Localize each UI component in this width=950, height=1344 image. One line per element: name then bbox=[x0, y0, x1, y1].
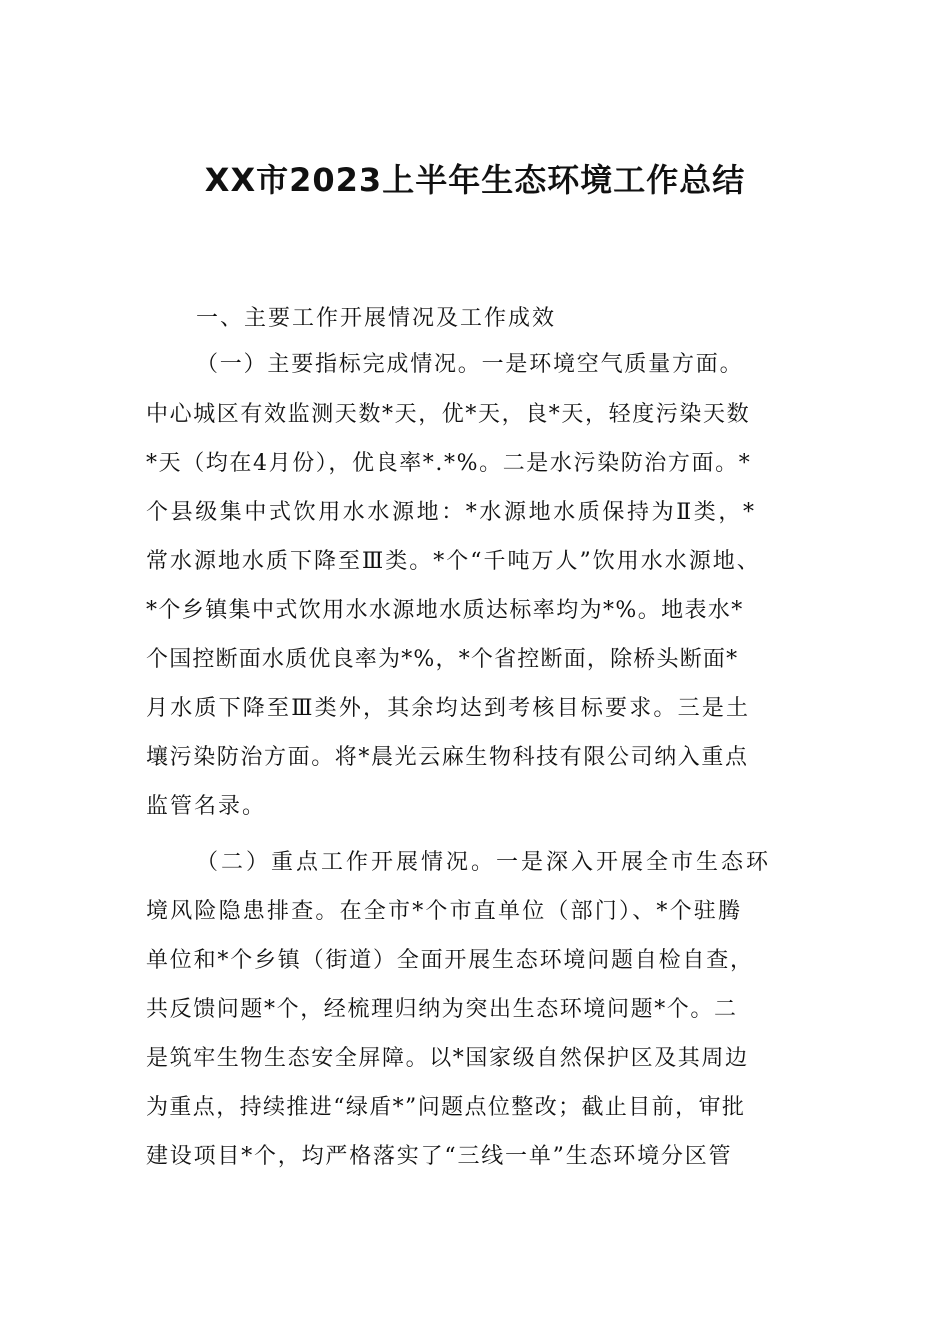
paragraph-2-line-2: 境风险隐患排查。在全市*个市直单位（部门）、*个驻腾 bbox=[146, 899, 743, 924]
paragraph-1-line-9: 壤污染防治方面。将*晨光云麻生物科技有限公司纳入重点 bbox=[146, 745, 749, 770]
paragraph-2-line-6: 为重点，持续推进“绿盾*”问题点位整改；截止目前，审批 bbox=[146, 1095, 746, 1120]
document-title: XX市2023上半年生态环境工作总结 bbox=[204, 161, 746, 199]
paragraph-2-line-3: 单位和*个乡镇（街道）全面开展生态环境问题自检自查， bbox=[146, 948, 754, 973]
paragraph-1-line-7: 个国控断面水质优良率为*%，*个省控断面，除桥头断面* bbox=[146, 647, 739, 672]
paragraph-1-line-5: 常水源地水质下降至Ⅲ类。*个“千吨万人”饮用水水源地、 bbox=[146, 549, 761, 574]
paragraph-1-line-4: 个县级集中式饮用水水源地：*水源地水质保持为Ⅱ类，* bbox=[146, 500, 757, 525]
paragraph-1-line-6: *个乡镇集中式饮用水水源地水质达标率均为*%。地表水* bbox=[146, 598, 744, 623]
paragraph-2-line-4: 共反馈问题*个，经梳理归纳为突出生态环境问题*个。二 bbox=[146, 997, 738, 1022]
paragraph-2-line-7: 建设项目*个，均严格落实了“三线一单”生态环境分区管 bbox=[146, 1144, 733, 1169]
paragraph-2-line-1: （二）重点工作开展情况。一是深入开展全市生态环 bbox=[196, 850, 772, 875]
section-heading: 一、主要工作开展情况及工作成效 bbox=[196, 306, 557, 331]
paragraph-1-line-1: （一）主要指标完成情况。一是环境空气质量方面。 bbox=[196, 352, 744, 377]
paragraph-2-line-5: 是筑牢生物生态安全屏障。以*国家级自然保护区及其周边 bbox=[146, 1046, 749, 1071]
paragraph-1-line-10: 监管名录。 bbox=[146, 794, 267, 819]
paragraph-1-line-3: *天（均在4月份），优良率*.*%。二是水污染防治方面。* bbox=[146, 451, 752, 476]
paragraph-1-line-8: 月水质下降至Ⅲ类外，其余均达到考核目标要求。三是土 bbox=[146, 696, 751, 721]
paragraph-1-line-2: 中心城区有效监测天数*天，优*天，良*天，轻度污染天数 bbox=[146, 402, 751, 427]
